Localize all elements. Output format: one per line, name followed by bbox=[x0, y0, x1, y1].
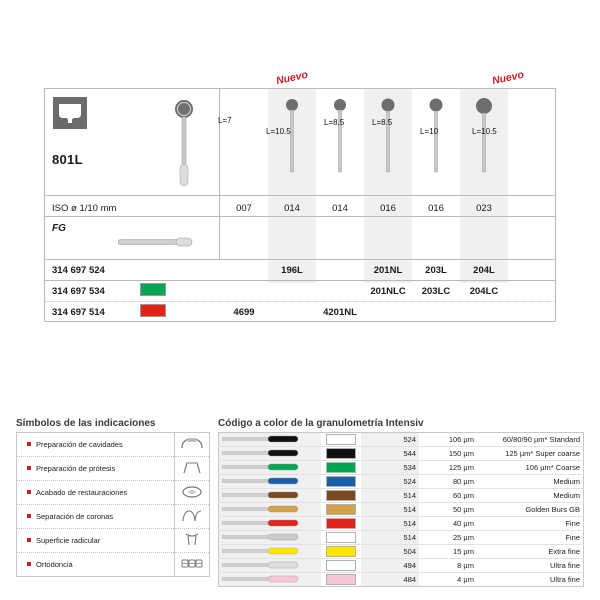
table-row bbox=[219, 573, 584, 587]
nuevo-badge: Nuevo bbox=[491, 68, 525, 88]
bur-thumbnail bbox=[219, 559, 322, 573]
tooth-icon bbox=[52, 96, 88, 130]
order-code: 201NL bbox=[373, 265, 403, 276]
bur-thumbnail bbox=[219, 573, 322, 587]
grit-color-swatch bbox=[321, 489, 361, 503]
table-divider bbox=[44, 216, 556, 217]
bur-thumbnail bbox=[219, 461, 322, 475]
fg-label: FG bbox=[52, 223, 66, 234]
bullet-icon bbox=[27, 514, 31, 518]
grit-size: 60 µm bbox=[419, 489, 477, 503]
nuevo-badge: Nuevo bbox=[275, 68, 309, 88]
product-code: 801L bbox=[52, 152, 83, 167]
symbols-table bbox=[16, 432, 210, 577]
bur-thumbnail bbox=[219, 447, 322, 461]
grit-size: 8 µm bbox=[419, 559, 477, 573]
bur-thumbnail bbox=[219, 517, 322, 531]
grit-name: Medium bbox=[477, 489, 584, 503]
length-label: L=8.5 bbox=[372, 118, 393, 127]
grit-name: Medium bbox=[477, 475, 584, 489]
length-label: L=10.5 bbox=[472, 127, 497, 136]
order-code: 4201NL bbox=[323, 307, 357, 318]
grit-color-swatch bbox=[321, 559, 361, 573]
grit-name: Fine bbox=[477, 517, 584, 531]
order-code: 196L bbox=[281, 265, 303, 276]
list-item bbox=[17, 481, 210, 505]
symbol-label: Preparación de cavidades bbox=[17, 433, 175, 457]
grit-reference: 514 bbox=[361, 531, 419, 545]
table-row bbox=[219, 559, 584, 573]
grit-color-swatch bbox=[321, 517, 361, 531]
grit-size: 4 µm bbox=[457, 575, 474, 584]
length-label: L=10.5 bbox=[266, 127, 291, 136]
symbol-label: Ortodoncia bbox=[17, 553, 175, 577]
symbol-label: Separación de coronas bbox=[17, 505, 175, 529]
grit-reference: 514 bbox=[361, 489, 419, 503]
table-divider bbox=[219, 89, 220, 259]
length-label: L=10 bbox=[420, 127, 439, 136]
grit-reference: 524 bbox=[361, 433, 419, 447]
table-row bbox=[219, 545, 584, 559]
bullet-icon bbox=[27, 538, 31, 542]
list-item bbox=[17, 553, 210, 577]
iso-value: 014 bbox=[332, 203, 348, 214]
table-row bbox=[219, 503, 584, 517]
length-label: L=8.5 bbox=[324, 118, 345, 127]
grit-size: 40 µm bbox=[419, 517, 477, 531]
bullet-icon bbox=[27, 562, 31, 566]
grit-color-swatch bbox=[321, 447, 361, 461]
bullet-icon bbox=[27, 466, 31, 470]
symbol-label: Preparación de prótesis bbox=[17, 457, 175, 481]
grit-reference: 544 bbox=[361, 447, 419, 461]
list-item bbox=[17, 433, 210, 457]
grit-size: 106 µm bbox=[419, 433, 477, 447]
iso-value: 023 bbox=[476, 203, 492, 214]
reference-number: 314 697 534 bbox=[52, 286, 105, 297]
order-code: 203LC bbox=[421, 286, 451, 297]
grit-name: Ultra fine bbox=[549, 575, 580, 584]
list-item bbox=[17, 457, 210, 481]
grit-color-swatch bbox=[321, 545, 361, 559]
grit-name: 125 µm* Super coarse bbox=[477, 447, 584, 461]
order-code: 203L bbox=[425, 265, 447, 276]
bur-illustration bbox=[316, 96, 364, 194]
table-row bbox=[219, 461, 584, 475]
bullet-icon bbox=[27, 442, 31, 446]
table-row bbox=[219, 517, 584, 531]
list-item bbox=[17, 505, 210, 529]
iso-value: 007 bbox=[236, 203, 252, 214]
length-label: L=7 bbox=[218, 116, 232, 125]
table-divider bbox=[44, 259, 556, 260]
table-row bbox=[219, 475, 584, 489]
bur-thumbnail bbox=[219, 475, 322, 489]
grit-reference: 514 bbox=[361, 517, 419, 531]
symbol-label: Acabado de restauraciones bbox=[17, 481, 175, 505]
table-divider bbox=[44, 301, 556, 302]
grit-size: 125 µm bbox=[419, 461, 477, 475]
grit-reference: 494 bbox=[361, 559, 419, 573]
table-divider bbox=[44, 195, 556, 196]
grit-size: 15 µm bbox=[419, 545, 477, 559]
grit-name: Fine bbox=[477, 531, 584, 545]
iso-value: 016 bbox=[428, 203, 444, 214]
symbols-title: Símbolos de las indicaciones bbox=[16, 418, 156, 429]
order-code: 201NLC bbox=[370, 286, 406, 297]
grit-name: Golden Burs GB bbox=[477, 503, 584, 517]
table-row bbox=[219, 531, 584, 545]
restoration-finishing-icon bbox=[175, 481, 210, 505]
order-code: 204L bbox=[473, 265, 495, 276]
iso-label: ISO ø 1/10 mm bbox=[52, 203, 117, 214]
table-row bbox=[219, 433, 584, 447]
bur-thumbnail bbox=[219, 489, 322, 503]
bur-illustration bbox=[160, 96, 208, 194]
list-item bbox=[17, 529, 210, 553]
grit-size: 80 µm bbox=[419, 475, 477, 489]
grit-size: 150 µm bbox=[419, 447, 477, 461]
grit-reference: 504 bbox=[361, 545, 419, 559]
grit-reference: 524 bbox=[361, 475, 419, 489]
grit-name: Extra fine bbox=[477, 545, 584, 559]
grit-color-swatch bbox=[321, 433, 361, 447]
root-surface-icon bbox=[175, 529, 210, 553]
bur-thumbnail bbox=[219, 545, 322, 559]
grit-reference: 484 bbox=[361, 573, 419, 587]
bur-thumbnail bbox=[219, 433, 322, 447]
grit-color-swatch bbox=[321, 573, 361, 587]
grit-color-swatch bbox=[321, 461, 361, 475]
order-code: 204LC bbox=[469, 286, 499, 297]
shank-illustration bbox=[118, 236, 194, 248]
grit-name: 106 µm* Coarse bbox=[477, 461, 584, 475]
bullet-icon bbox=[27, 490, 31, 494]
table-row bbox=[219, 489, 584, 503]
prosthesis-prep-icon bbox=[175, 457, 210, 481]
grit-color-swatch bbox=[321, 503, 361, 517]
grit-size: 50 µm bbox=[419, 503, 477, 517]
cavity-prep-icon bbox=[175, 433, 210, 457]
grit-reference: 514 bbox=[361, 503, 419, 517]
table-divider bbox=[44, 280, 556, 281]
iso-value: 016 bbox=[380, 203, 396, 214]
bur-illustration bbox=[460, 96, 508, 194]
bur-illustration bbox=[268, 96, 316, 194]
grit-color-swatch-green bbox=[140, 283, 166, 296]
grit-color-swatch-red bbox=[140, 304, 166, 317]
grit-color-swatch bbox=[321, 531, 361, 545]
bur-thumbnail bbox=[219, 503, 322, 517]
table-row bbox=[219, 447, 584, 461]
grit-color-swatch bbox=[321, 475, 361, 489]
iso-value: 014 bbox=[284, 203, 300, 214]
orthodontics-icon bbox=[175, 553, 210, 577]
order-code: 4699 bbox=[233, 307, 255, 318]
crown-separation-icon bbox=[175, 505, 210, 529]
bur-thumbnail bbox=[219, 531, 322, 545]
grit-name: 60/80/90 µm* Standard bbox=[477, 433, 584, 447]
grit-name: Ultra fine bbox=[477, 559, 584, 573]
grit-reference: 534 bbox=[361, 461, 419, 475]
grit-table bbox=[218, 432, 584, 587]
symbol-label: Superficie radicular bbox=[17, 529, 175, 553]
grit-title: Código a color de la granulometría Intensiv bbox=[218, 418, 424, 429]
bur-illustration bbox=[364, 96, 412, 194]
reference-number: 314 697 524 bbox=[52, 265, 105, 276]
grit-size: 25 µm bbox=[419, 531, 477, 545]
reference-number: 314 697 514 bbox=[52, 307, 105, 318]
bur-illustration bbox=[412, 96, 460, 194]
